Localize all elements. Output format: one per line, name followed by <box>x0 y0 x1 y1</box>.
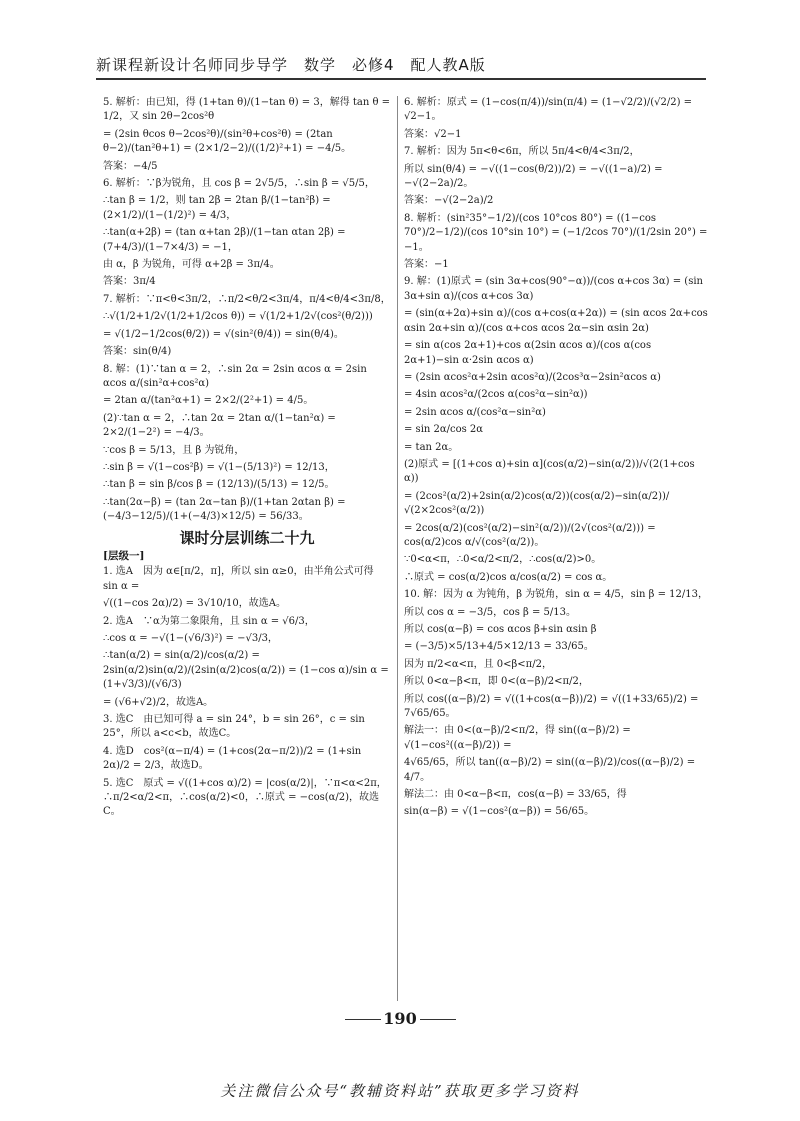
column-divider <box>397 96 398 1001</box>
page-header: 新课程新设计名师同步导学 数学 必修4 配人教A版 <box>96 56 486 74</box>
solution-line: ∴tan(α+2β) = (tan α+tan 2β)/(1−tan αtan 2β) = (7+4/3)/(1−7×4/3) = −1， <box>103 227 349 253</box>
solution-line: = (2sin θcos θ−2cos²θ)/(sin²θ+cos²θ) = (2tan θ−2)/(tan²θ+1) = (2×1/2−2)/((1/2)²+1) = −4/5。 <box>103 128 352 155</box>
page-number: 190 <box>383 1009 417 1028</box>
solution-line: 所以 cos(α−β) = cos αcos β+sin αsin β <box>404 624 597 635</box>
solution-line: = sin α(cos 2α+1)+cos α(2sin αcos α)/(cos α(cos 2α+1)−sin α·2sin αcos α) <box>404 340 655 366</box>
solution-line: 所以 sin(θ/4) = −√((1−cos(θ/2))/2) = −√((1−a)/2) = −√(2−2a)/2。 <box>404 163 666 190</box>
solution-line: ∴cos α = −√(1−(√6/3)²) = −√3/3， <box>103 633 278 644</box>
solution-line: (2)∵tan α = 2，∴tan 2α = 2tan α/(1−tan²α) = 2×2/(1−2²) = −4/3。 <box>103 412 339 439</box>
solution-line: ∴tan β = 1/2，则 tan 2β = 2tan β/(1−tan²β) = (2×1/2)/(1−(1/2)²) = 4/3， <box>103 195 334 221</box>
solution-line: = 2tan α/(tan²α+1) = 2×2/(2²+1) = 4/5。 <box>103 395 314 407</box>
answer-line: 答案：−1 <box>404 259 449 271</box>
solution-line: 6. 解析：原式 = (1−cos(π/4))/sin(π/4) = (1−√2/2)/(√2/2) = √2−1。 <box>404 97 696 123</box>
solution-line: 5. 解析：由已知，得 (1+tan θ)/(1−tan θ) = 3，解得 tan θ = 1/2，又 sin 2θ−2cos²θ <box>103 97 394 123</box>
solution-line: 因为 π/2<α<π，且 0<β<π/2， <box>404 658 552 670</box>
solution-line: 9. 解：(1)原式 = (sin 3α+cos(90°−α))/(cos α+cos 3α) = (sin 3α+sin α)/(cos α+cos 3α) <box>404 276 707 302</box>
solution-line: ∴tan β = sin β/cos β = (12/13)/(5/13) = 12/5。 <box>103 479 335 491</box>
solution-line: = tan 2α。 <box>404 441 459 453</box>
right-column <box>404 96 712 820</box>
solution-line: 所以 cos α = −3/5，cos β = 5/13。 <box>404 606 576 618</box>
solution-line: ∵cos β = 5/13，且 β 为锐角， <box>103 444 245 456</box>
solution-line: = √(1/2−1/2cos(θ/2)) = √(sin²(θ/4)) = sin(θ/4)。 <box>103 328 344 340</box>
answer-line: 答案：−4/5 <box>103 160 158 172</box>
solution-line: 8. 解：(1)∵tan α = 2，∴sin 2α = 2sin αcos α = 2sin αcos α/(sin²α+cos²α) <box>103 363 370 389</box>
solution-line: = (√6+√2)/2，故选A。 <box>103 696 214 708</box>
level-label: [层级一] <box>103 549 145 562</box>
solution-line: 2. 选A ∵α为第二象限角，且 sin α = √6/3， <box>103 615 315 627</box>
solution-line: 7. 解析：因为 5π<θ<6π，所以 5π/4<θ/4<3π/2， <box>404 146 640 158</box>
solution-line: = (−3/5)×5/13+4/5×12/13 = 33/65。 <box>404 641 594 653</box>
solution-line: = (2sin αcos²α+2sin αcos²α)/(2cos³α−2sin²αcos α) <box>404 371 661 383</box>
solution-line: = sin 2α/cos 2α <box>404 424 484 436</box>
header-rule <box>96 78 706 80</box>
answer-line: 答案：√2−1 <box>404 128 462 140</box>
solution-line: ∴sin β = √(1−cos²β) = √(1−(5/13)²) = 12/13， <box>103 461 335 473</box>
answer-line: 答案：3π/4 <box>103 276 156 288</box>
left-column <box>103 96 394 820</box>
solution-line: 解法二：由 0<α−β<π，cos(α−β) = 33/65，得 <box>404 789 627 801</box>
solution-line: 所以 cos((α−β)/2) = √((1+cos(α−β))/2) = √((1+33/65)/2) = 7√65/65。 <box>404 693 702 720</box>
solution-line: 4√65/65，所以 tan((α−β)/2) = sin((α−β)/2)/cos((α−β)/2) = 4/7。 <box>404 757 699 783</box>
solution-line: 6. 解析：∵β为锐角，且 cos β = 2√5/5，∴sin β = √5/5， <box>103 178 375 190</box>
solution-line: 1. 选A 因为 α∈[π/2，π]，所以 sin α≥0，由半角公式可得 sin α = <box>103 566 377 592</box>
solution-line: = 2cos(α/2)(cos²(α/2)−sin²(α/2))/(2√(cos²(α/2))) = cos(α/2)cos α/√(cos²(α/2))。 <box>404 522 659 548</box>
solution-line: ∴原式 = cos(α/2)cos α/cos(α/2) = cos α。 <box>404 571 613 583</box>
solution-line: 5. 选C 原式 = √((1+cos α)/2) = |cos(α/2)|，∵π<α<2π，∴π/2<α/2<π，∴cos(α/2)<0，∴原式 = −cos(α/2)，故选C。 <box>103 777 387 818</box>
solution-line: √((1−cos 2α)/2) = 3√10/10，故选A。 <box>103 598 287 610</box>
answer-line: 答案：sin(θ/4) <box>103 346 172 358</box>
solution-line: = (sin(α+2α)+sin α)/(cos α+cos(α+2α)) = (sin αcos 2α+cos αsin 2α+sin α)/(cos α+cos αcos 2α−sin αsin 2α) <box>404 308 712 334</box>
solution-line: (2)原式 = [(1+cos α)+sin α](cos(α/2)−sin(α/2))/√(2(1+cos α)) <box>404 458 698 485</box>
solution-line: 3. 选C 由已知可得 a = sin 24°，b = sin 26°，c = sin 25°，所以 a<c<b，故选C。 <box>103 714 369 740</box>
solution-line: = 4sin αcos²α/(2cos α(cos²α−sin²α)) <box>404 389 588 401</box>
solution-line: 解法一：由 0<(α−β)/2<π/2，得 sin((α−β)/2) = √(1−cos²((α−β)/2)) = <box>404 725 634 751</box>
solution-line: ∴tan(α/2) = sin(α/2)/cos(α/2) = 2sin(α/2)sin(α/2)/(2sin(α/2)cos(α/2)) = (1−cos α)/sin α = (1+√3/3)/(√6/3) <box>103 650 392 691</box>
section-title: 课时分层训练二十九 <box>179 528 315 547</box>
solution-line: ∴tan(2α−β) = (tan 2α−tan β)/(1+tan 2αtan β) = (−4/3−12/5)/(1+(−4/3)×12/5) = 56/33。 <box>103 496 349 523</box>
answer-line: 答案：−√(2−2a)/2 <box>404 195 494 207</box>
solution-line: 7. 解析：∵π<θ<3π/2，∴π/2<θ/2<3π/4，π/4<θ/4<3π/8， <box>103 293 391 305</box>
solution-line: 所以 0<α−β<π，即 0<(α−β)/2<π/2， <box>404 676 589 688</box>
solution-line: sin(α−β) = √(1−cos²(α−β)) = 56/65。 <box>404 806 595 818</box>
solution-line: ∴√(1/2+1/2√(1/2+1/2cos θ)) = √(1/2+1/2√(cos²(θ/2))) <box>103 311 373 323</box>
solution-line: 由 α，β 为锐角，可得 α+2β = 3π/4。 <box>103 259 280 271</box>
solution-line: = 2sin αcos α/(cos²α−sin²α) <box>404 406 546 418</box>
solution-line: 8. 解析：(sin²35°−1/2)/(cos 10°cos 80°) = ((1−cos 70°)/2−1/2)/(cos 10°sin 10°) = (−1/2cos 70°)/(1/2sin 20°) = −1。 <box>404 212 711 253</box>
solution-line: 10. 解：因为 α 为钝角，β 为锐角，sin α = 4/5，sin β = 12/13， <box>404 589 708 601</box>
solution-line: 4. 选D cos²(α−π/4) = (1+cos(2α−π/2))/2 = (1+sin 2α)/2 = 2/3，故选D。 <box>103 745 365 772</box>
footer-note: 关注微信公众号“教辅资料站”获取更多学习资料 <box>220 1082 580 1100</box>
page-number-rule-right <box>420 1019 456 1020</box>
solution-line: ∵0<α<π，∴0<α/2<π/2，∴cos(α/2)>0。 <box>404 554 602 566</box>
solution-line: = (2cos²(α/2)+2sin(α/2)cos(α/2))(cos(α/2)−sin(α/2))/√(2×2cos²(α/2)) <box>404 490 670 517</box>
